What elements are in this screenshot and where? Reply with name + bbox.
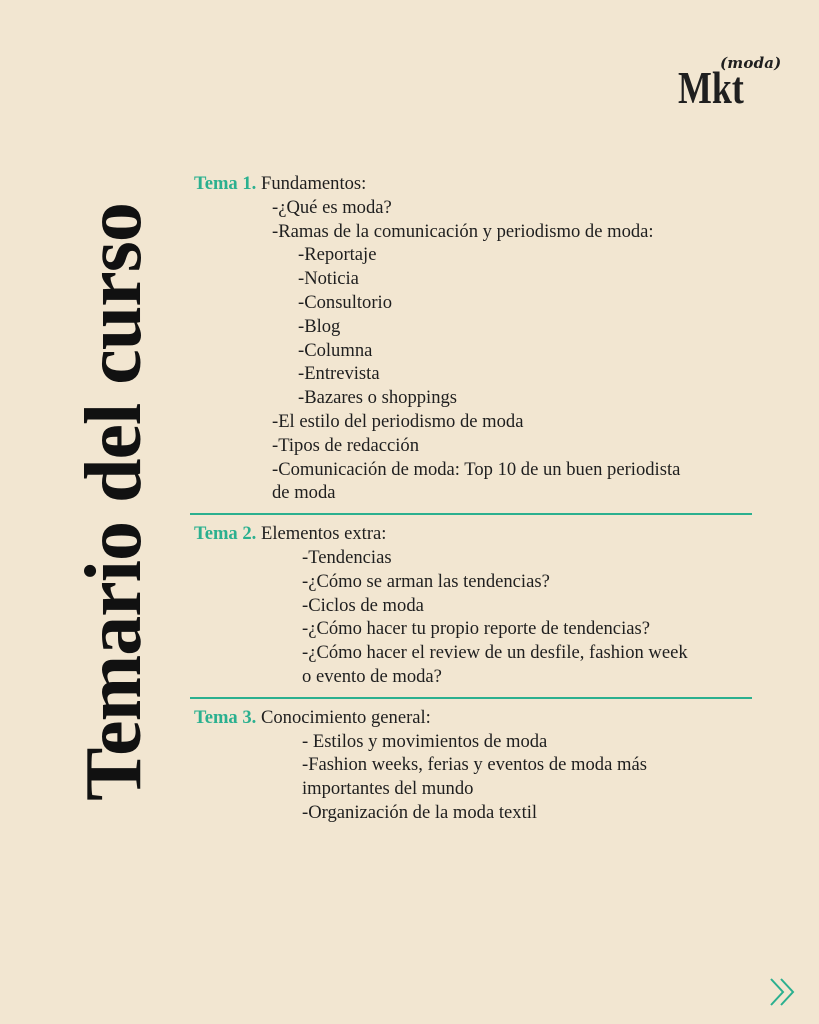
- topic-title: Elementos extra:: [256, 523, 387, 545]
- double-chevron-right-icon[interactable]: [768, 976, 798, 1008]
- list-item: de moda: [272, 482, 336, 504]
- topic-heading: [194, 706, 759, 730]
- list-item: -Noticia: [298, 268, 359, 290]
- list-item: -Entrevista: [298, 363, 380, 385]
- list-item: -Reportaje: [298, 244, 377, 266]
- topic-label: Tema 1.: [194, 173, 257, 194]
- list-item: importantes del mundo: [302, 778, 474, 800]
- topic-1: [194, 172, 759, 505]
- list-item: o evento de moda?: [302, 665, 442, 687]
- list-item: -Ciclos de moda: [302, 594, 424, 616]
- section-divider: [190, 697, 752, 699]
- topic-title: Conocimiento general:: [256, 706, 431, 728]
- list-item: -¿Cómo hacer tu propio reporte de tendencias?: [302, 618, 650, 640]
- list-item: -Consultorio: [298, 291, 393, 313]
- list-item: -¿Qué es moda?: [272, 196, 392, 218]
- list-item: -Columna: [298, 339, 373, 361]
- list-item: -Bazares o shoppings: [298, 387, 458, 409]
- topic-label: Tema 3.: [194, 706, 257, 728]
- course-syllabus: [194, 172, 759, 825]
- brand-logo: [676, 54, 782, 114]
- list-item: -Comunicación de moda: Top 10 de un buen periodista: [272, 458, 681, 480]
- list-item: -Fashion weeks, ferias y eventos de moda más: [302, 754, 647, 776]
- list-item: -Ramas de la comunicación y periodismo de moda:: [272, 220, 654, 242]
- double-chevron-right-icon-svg: [768, 976, 798, 1008]
- list-item: -El estilo del periodismo de moda: [272, 410, 524, 432]
- logo-main: Mkt: [678, 62, 744, 113]
- list-item: - Estilos y movimientos de moda: [302, 730, 548, 752]
- logo-superscript: (moda): [720, 54, 782, 72]
- topic-title: Fundamentos:: [256, 173, 367, 194]
- page-title: Temario del curso: [70, 203, 158, 801]
- topic-2: [194, 522, 759, 689]
- list-item: -Tipos de redacción: [272, 434, 419, 456]
- topic-3: [194, 706, 759, 825]
- topic-heading: [194, 522, 759, 546]
- list-item: -¿Cómo se arman las tendencias?: [302, 570, 550, 592]
- list-item: -Organización de la moda textil: [302, 801, 538, 823]
- list-item: -Blog: [298, 315, 341, 337]
- list-item: -Tendencias: [302, 546, 392, 568]
- list-item: -¿Cómo hacer el review de un desfile, fashion week: [302, 642, 688, 664]
- section-divider: [190, 513, 752, 515]
- topic-label: Tema 2.: [194, 523, 257, 545]
- topic-heading: [194, 172, 759, 196]
